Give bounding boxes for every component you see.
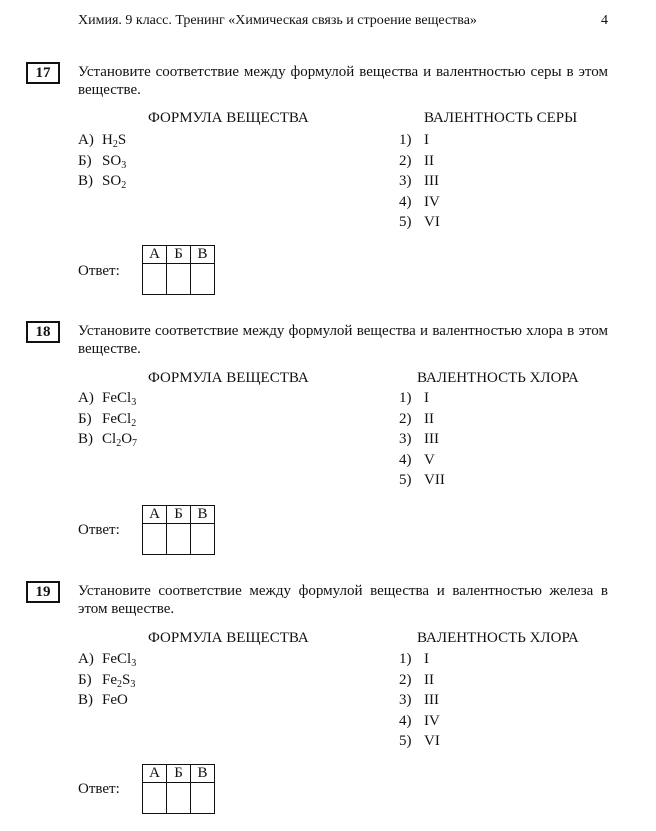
valence-item: 1) I [399,390,429,406]
answer-cell-b[interactable] [167,264,191,295]
answer-cell-a[interactable] [143,264,167,295]
task-question: Установите соответствие между формулой вещества и валентностью железа в этом веществе. [78,583,608,617]
valence-item: 3) III [399,692,439,708]
task-question: Установите соответствие между формулой вещества и валентностью серы в этом веществе. [78,64,608,98]
formula-item: А) FeCl$_3$ [78,651,137,669]
valence-item: 2) II [399,671,434,688]
valence-item: 3) III [399,431,439,447]
header-title: Химия. 9 класс. Тренинг «Химическая связь и строение вещества» [78,13,477,28]
answer-header-b: Б [167,246,191,264]
answer-table [142,245,215,295]
formula-column-title: ФОРМУЛА ВЕЩЕСТВА [148,370,309,386]
answer-cell-v[interactable] [191,524,215,555]
formula-item: Б) $SO_3$ [78,152,127,171]
task-number: 19 [26,581,60,603]
task-question: Установите соответствие между формулой вещества и валентностью хлора в этом веществе. [78,323,608,357]
formula-item: Б) FeCl$_2$ [78,410,137,429]
formula-item: В) $SO_2$ [78,173,127,191]
valence-item: 4) IV [399,712,440,729]
answer-header-a: А [143,765,167,783]
answer-cell-a[interactable] [143,783,167,814]
valence-item: 3) III [399,173,439,189]
valence-list [399,130,440,233]
page-number: 4 [601,13,608,28]
valence-column-title: ВАЛЕНТНОСТЬ ХЛОРА [417,370,579,386]
formula-column-title: ФОРМУЛА ВЕЩЕСТВА [148,110,309,126]
valence-list [399,649,440,752]
formula-list [78,130,126,192]
formula-item: А) $H_2S$ [78,132,127,150]
formula-item: В) FeO [78,692,128,708]
valence-item: 2) II [399,152,434,169]
formula-item: В) $Cl_2O_7$ [78,431,138,449]
answer-label: Ответ: [78,522,120,538]
answer-cell-v[interactable] [191,783,215,814]
answer-header-v: В [191,765,215,783]
valence-item: 4) V [399,451,435,468]
valence-item: 2) II [399,410,434,427]
formula-column-title: ФОРМУЛА ВЕЩЕСТВА [148,630,309,646]
answer-header-a: А [143,506,167,524]
answer-table [142,505,215,555]
answer-header-b: Б [167,506,191,524]
answer-label: Ответ: [78,781,120,797]
valence-item: 5) VI [399,214,440,230]
valence-item: 5) VI [399,733,440,749]
answer-header-v: В [191,246,215,264]
formula-list [78,649,136,711]
answer-cell-v[interactable] [191,264,215,295]
valence-item: 1) I [399,651,429,667]
answer-header-b: Б [167,765,191,783]
answer-cell-a[interactable] [143,524,167,555]
task-number: 18 [26,321,60,343]
answer-header-v: В [191,506,215,524]
answer-header-a: А [143,246,167,264]
answer-label: Ответ: [78,263,120,279]
answer-table [142,764,215,814]
formula-list [78,388,137,450]
valence-column-title: ВАЛЕНТНОСТЬ СЕРЫ [424,110,578,126]
valence-item: 4) IV [399,193,440,210]
task-number: 17 [26,62,60,84]
valence-item: 5) VII [399,472,445,488]
valence-column-title: ВАЛЕНТНОСТЬ ХЛОРА [417,630,579,646]
formula-item: Б) $Fe_2S_3$ [78,671,136,690]
valence-list [399,388,445,491]
valence-item: 1) I [399,132,429,148]
answer-cell-b[interactable] [167,524,191,555]
formula-item: А) FeCl$_3$ [78,390,137,408]
page-header [78,13,608,31]
answer-cell-b[interactable] [167,783,191,814]
